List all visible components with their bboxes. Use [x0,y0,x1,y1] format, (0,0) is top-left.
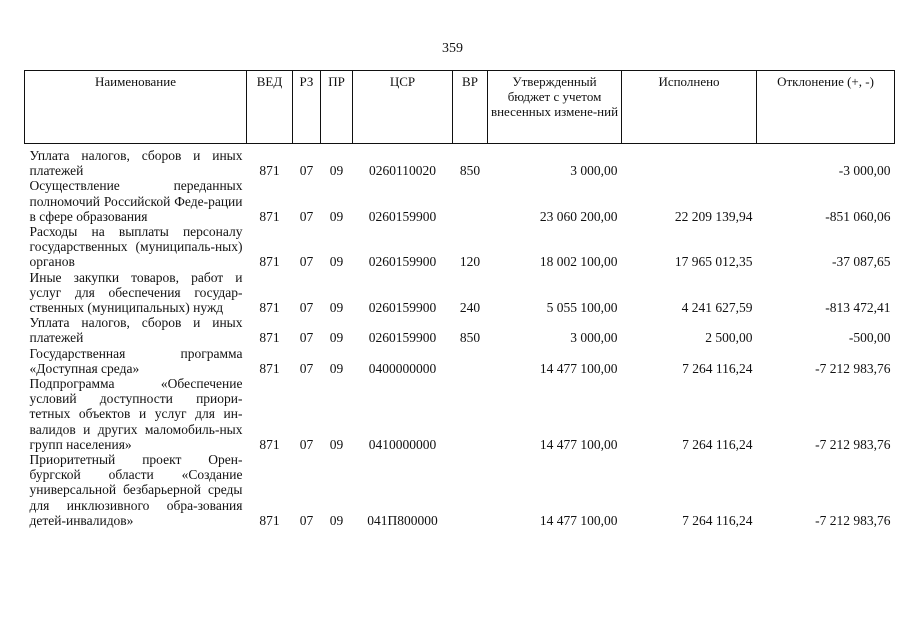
table-row [25,315,895,345]
col-header-budget: Утвержденный бюджет с учетом внесенных измене-ний [488,71,622,144]
header-row [25,71,895,144]
row-deviation: -500,00 [848,330,891,346]
row-pr: 09 [329,330,344,346]
row-vr: 850 [459,163,481,179]
row-name: Осуществление переданных полномочий Российской Феде-рации в сфере образования [29,178,243,224]
row-rz: 07 [299,360,314,376]
row-done: 22 209 139,94 [674,208,753,224]
row-csr: 041П800000 [367,512,438,528]
col-header-csr: ЦСР [353,71,453,144]
row-done: 7 264 116,24 [682,512,753,528]
row-done: 2 500,00 [705,330,753,346]
row-name: Приоритетный проект Орен-бургской области «Создание универсальной безбарьерной среды для инклюзивного обра-зования детей-инвалидов» [29,452,243,528]
col-header-pr: ПР [321,71,353,144]
row-name: Государственная программа «Доступная среда» [29,345,243,376]
row-done: 4 241 627,59 [681,300,753,316]
table-row [25,270,895,316]
row-pr: 09 [329,512,344,528]
row-rz: 07 [299,163,314,179]
row-name: Иные закупки товаров, работ и услуг для обеспечения государ-ственных (муниципальных) нужд [29,269,243,316]
row-budget: 14 477 100,00 [539,512,618,528]
row-budget: 5 055 100,00 [546,300,618,316]
row-ved: 871 [259,436,280,452]
row-budget: 18 002 100,00 [539,254,618,270]
row-vr [453,452,488,528]
row-csr: 0260159900 [368,254,437,270]
col-header-deviation: Отклонение (+, -) [757,71,895,144]
row-rz: 07 [299,300,314,316]
row-pr: 09 [329,163,344,179]
row-deviation: -7 212 983,76 [815,512,891,528]
row-csr: 0400000000 [368,360,437,376]
row-ved: 871 [259,300,280,316]
row-budget: 23 060 200,00 [539,208,618,224]
table-row [25,148,895,178]
row-name: Уплата налогов, сборов и иных платежей [29,148,243,179]
row-deviation: -7 212 983,76 [815,360,891,376]
row-budget: 3 000,00 [570,330,618,346]
row-rz: 07 [299,208,314,224]
row-vr [453,376,488,452]
row-name: Уплата налогов, сборов и иных платежей [29,315,243,346]
row-name: Подпрограмма «Обеспечение условий доступности приори-тетных объектов и услуг для ин-валидов и других маломобиль-ных групп населения» [29,376,243,452]
table-row [25,452,895,528]
row-csr: 0260159900 [368,330,437,346]
row-pr: 09 [329,360,344,376]
row-ved: 871 [259,208,280,224]
row-csr: 0410000000 [368,436,437,452]
row-done: 7 264 116,24 [682,436,753,452]
row-ved: 871 [259,254,280,270]
row-deviation: -37 087,65 [832,254,891,270]
row-budget: 14 477 100,00 [539,436,618,452]
row-budget: 3 000,00 [570,163,618,179]
row-vr [453,346,488,376]
row-vr: 120 [459,254,481,270]
row-rz: 07 [299,512,314,528]
col-header-name: Наименование [25,71,247,144]
row-done [622,148,757,178]
row-ved: 871 [259,512,280,528]
col-header-vr: ВР [453,71,488,144]
row-vr [453,178,488,224]
row-pr: 09 [329,254,344,270]
col-header-done: Исполнено [622,71,757,144]
row-pr: 09 [329,208,344,224]
table-row [25,346,895,376]
row-pr: 09 [329,436,344,452]
row-rz: 07 [299,330,314,346]
row-pr: 09 [329,300,344,316]
row-done: 17 965 012,35 [674,254,753,270]
row-vr: 240 [459,300,481,316]
col-header-ved: ВЕД [247,71,293,144]
row-csr: 0260159900 [368,208,437,224]
budget-table [24,70,895,528]
row-csr: 0260159900 [368,300,437,316]
row-vr: 850 [459,330,481,346]
row-csr: 0260110020 [369,163,436,179]
row-deviation: -851 060,06 [825,208,891,224]
row-rz: 07 [299,436,314,452]
row-name: Расходы на выплаты персоналу государственных (муниципаль-ных) органов [29,224,243,270]
table-row [25,376,895,452]
row-rz: 07 [299,254,314,270]
table-row [25,178,895,224]
row-ved: 871 [259,330,280,346]
page-number: 359 [442,41,463,56]
row-done: 7 264 116,24 [682,360,753,376]
row-deviation: -813 472,41 [825,300,891,316]
row-deviation: -7 212 983,76 [815,436,891,452]
row-deviation: -3 000,00 [838,163,891,179]
row-budget: 14 477 100,00 [539,360,618,376]
row-ved: 871 [259,163,280,179]
table-row [25,224,895,270]
row-ved: 871 [259,360,280,376]
col-header-rz: РЗ [293,71,321,144]
